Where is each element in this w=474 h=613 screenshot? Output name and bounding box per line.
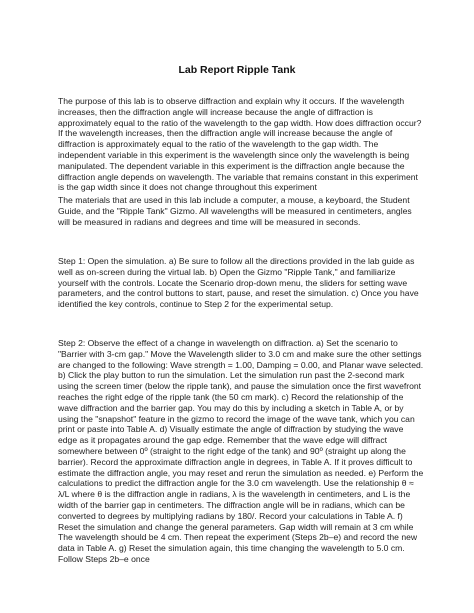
document-title: Lab Report Ripple Tank [178, 64, 296, 76]
step-1-paragraph: Step 1: Open the simulation. a) Be sure to follow all the directions provided in the lab guide as well as on-screen during the virtual lab. b) Open the Gizmo "Ripple Tank," and familiarize yourself with the controls. Locate the Scenario drop-down menu, the sliders for setting wave parameters, and the control buttons to start, pause, and reset the simulation. c) Once you have identified the key controls, continue to Step 2 for the experimental setup. [58, 256, 419, 310]
purpose-paragraph: The purpose of this lab is to observe diffraction and explain why it occurs. If the wavelength increases, then the diffraction angle will increase because the angle of diffraction is approximately equal to the ratio of the wavelength to the gap width. How does diffraction occur? If the wavelength increases, then the diffraction angle will increase because the angle of diffraction is approximately equal to the ratio of the wavelength to the gap width. The independent variable in this experiment is the wavelength since only the wavelength is being manipulated. The dependent variable in this experiment is the diffraction angle because the diffraction angle depends on wavelength. The variable that remains constant in this experiment is the gap width since it does not change throughout this experiment [58, 96, 422, 193]
materials-paragraph: The materials that are used in this lab include a computer, a mouse, a keyboard, the Student Guide, and the "Ripple Tank" Gizmo. All wavelengths will be measured in centimeters, angles will be measured in radians and degrees and time will be measured in seconds. [58, 195, 412, 227]
step-2-paragraph: Step 2: Observe the effect of a change in wavelength on diffraction. a) Set the scenario to "Barrier with 3-cm gap." Move the Wavelength slider to 3.0 cm and make sure the other settings are changed to the following: Wave strength = 1.00, Damping = 0.00, and Planar wave selected. b) Click the play button to run the simulation. Let the simulation run past the 2-second mark using the screen timer (below the ripple tank), and pause the simulation once the first wavefront reaches the right edge of the ripple tank (the 50 cm mark). c) Record the relationship of the wave diffraction and the barrier gap. You may do this by including a sketch in Table A, or by using the "snapshot" feature in the gizmo to record the image of the wave tank, which you can print or paste into Table A. d) Visually estimate the angle of diffraction by studying the wave edge as it propagates around the gap edge. Remember that the wave edge will diffract somewhere between 0º (straight to the right edge of the tank) and 90º (straight up along the barrier). Record the approximate diffraction angle in degrees, in Table A. If it proves difficult to estimate the diffraction angle, you may reset and rerun the simulation as needed. e) Perform the calculations to predict the diffraction angle for the 3.0 cm wavelength. Use the relationship θ ≈ λ/L where θ is the diffraction angle in radians, λ is the wavelength in centimeters, and L is the width of the barrier gap in centimeters. The diffraction angle will be in radians, which can be converted to degrees by multiplying radians by 180/. Record your calculations in Table A. f) Reset the simulation and change the general parameters. Gap width will remain at 3 cm while The wavelength should be 4 cm. Then repeat the experiment (Steps 2b–e) and record the new data in Table A. g) Reset the simulation again, this time changing the wavelength to 5.0 cm. Follow Steps 2b–e once [58, 338, 424, 564]
